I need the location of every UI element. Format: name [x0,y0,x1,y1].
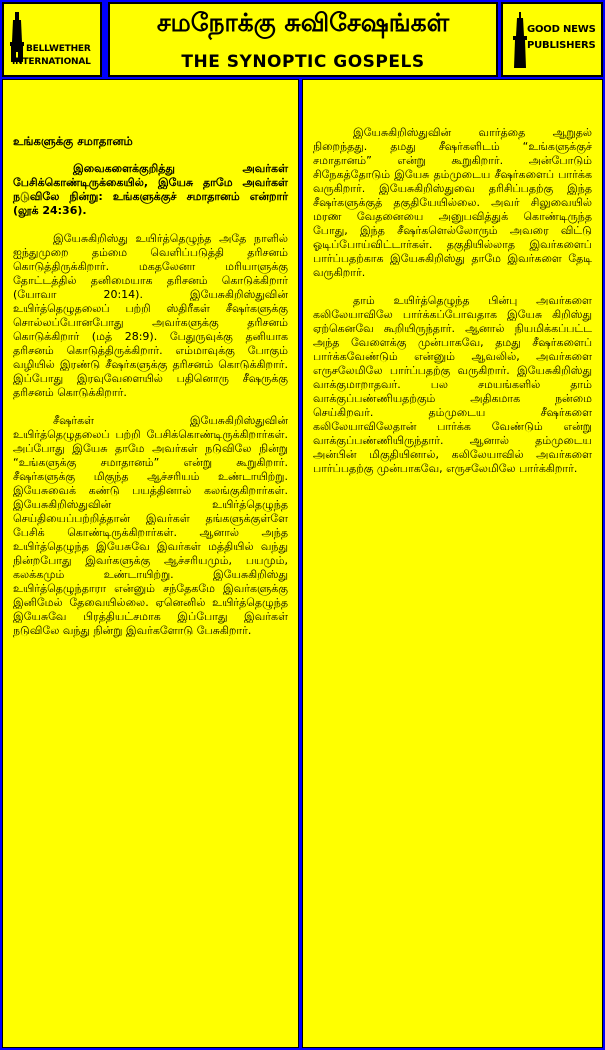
left-column [2,79,299,1048]
article-heading: உங்களுக்கு சமாதானம் [13,134,133,148]
paragraph: சீஷர்கள் இயேசுகிறிஸ்துவின் உயிர்த்தெழுதலைப் பற்றி பேசிக்கொண்டிருக்கிறார்கள். அப்போது இயேசு தாமே அவர்கள் நடுவிலே நின்று “உங்களுக்கு சமாதானம்” என்று கூறுகிறார். சீஷர்களுக்கு மிகுந்த ஆச்சரியம் உண்டாயிற்று. இயேசுவைக் கண்டு பயத்தினால் கலங்குகிறார்கள். இயேசுகிறிஸ்துவின் உயிர்த்தெழுந்த செய்தியைப்பற்றித்தான் இவர்கள் தங்களுக்குள்ளே பேசிக் கொண்டிருக்கிறார்கள். ஆனால் அந்த உயிர்த்தெழுந்த இயேசுவே இவர்கள் மத்தியில் வந்து நின்றபோது இவர்களுக்கு ஆச்சரியமும், பயமும், கலக்கமும் உண்டாயிற்று. இயேசுகிறிஸ்து உயிர்த்தெழுந்தாரா என்னும் சந்தேகமே இவர்களுக்கு இனிமேல் தேவையில்லை. ஏனெனில் உயிர்த்தெழுந்த இயேசுவே பிரத்தியட்சமாக இப்போது இவர்கள் நடுவிலே வந்து நின்று இவர்களோடு பேசுகிறார். [13,414,288,637]
paragraph: தாம் உயிர்த்தெழுந்த பின்பு அவர்களை கலிலேயாவிலே பார்க்கப்போவதாக இயேசு கிறிஸ்து ஏற்கெனவே கூறியிருந்தார். ஆனால் நியமிக்கப்பட்ட அந்த வேளைக்கு முன்பாகவே, தமது சீஷர்களைப் பார்க்கவேண்டும் என்னும் ஆவலில், அவர்களை எருசலேமிலே பார்ப்பதற்கு வருகிறார். இயேசுகிறிஸ்து வாக்குமாறாதவர். பல சமயங்களில் தாம் வாக்குப்பண்ணியதற்கும் அதிகமாக நன்மை செய்கிறவர். தம்முடைய சீஷர்களை கலிலேயாவிலேதான் பார்க்க வேண்டும் என்று வாக்குப்பண்ணியிருந்தார். ஆனால் தம்முடைய அன்பின் மிகுதியினால், கலிலேயாவில் அவர்களை பார்ப்பதற்கு முன்பாகவே, எருசலேமிலே பார்க்கிறார். [313,294,592,475]
logo-line-1: GOOD NEWS [527,24,596,35]
paragraph: இயேசுகிறிஸ்து உயிர்த்தெழுந்த அதே நாளில் ஐந்துமுறை தம்மை வெளிப்படுத்தி தரிசனம் கொடுத்திருக்கிறார். மகதலேனா மரியாளுக்கு தோட்டத்தில் தனிமையாக தரிசனம் கொடுக்கிறார் (யோவா 20:14). இயேசுகிறிஸ்துவின் உயிர்த்தெழுதலைப் பற்றி ஸ்திரீகள் சீஷர்களுக்கு சொல்லப்போனபோது அவர்களுக்கு தரிசனம் கொடுக்கிறார் (மத் 28:9). பேதுருவுக்கு தனியாக தரிசனம் கொடுத்திருக்கிறார். எம்மாவுக்கு போகும் வழியில் இரண்டு சீஷர்களுக்கு தரிசனம் கொடுக்கிறார். இப்போது இரவுவேளையில் பதினொரு சீஷருக்கு தரிசனம் கொடுக்கிறார். [13,232,288,399]
header [0,0,605,79]
page-title-english: THE SYNOPTIC GOSPELS [181,52,425,72]
left-column-content [13,134,288,652]
right-column [302,79,603,1048]
tower-icon [513,12,527,68]
title-box [108,2,498,77]
logo-line-2: PUBLISHERS [527,40,596,51]
bellwether-logo [2,2,102,77]
right-column-content [313,126,592,490]
logo-line-1: BELLWETHER [26,44,91,54]
paragraph: இயேசுகிறிஸ்துவின் வார்த்தை ஆறுதல் நிறைந்தது. தமது சீஷர்களிடம் “உங்களுக்குச் சமாதானம்” என்று கூறுகிறார். அன்போடும் சிநேகத்தோடும் இயேசு தம்முடைய சீஷர்களைப் பார்க்க வருகிறார். இயேசுகிறிஸ்துவை தரிசிப்பதற்கு இந்த சீஷர்களுக்குத் தகுதியேயில்லை. அவர் சிலுவையில் மரண வேதனையை அனுபவித்துக் கொண்டிருந்த போது, இந்த சீஷர்களெல்லோரும் அவரை விட்டு ஓடிப்போய்விட்டார்கள். தகுதியில்லாத இவர்களைப் பார்ப்பதற்காக இயேசுகிறிஸ்து தாமே இவர்களை தேடி வருகிறார். [313,126,592,279]
bell-tower-icon [10,12,24,62]
logo-line-2: INTERNATIONAL [12,57,91,67]
page-title-tamil: சமநோக்கு சுவிசேஷங்கள் [156,8,450,37]
good-news-logo [501,2,603,77]
lead-verse: இவைகளைக்குறித்து அவர்கள் பேசிக்கொண்டிருக்கையில், இயேசு தாமே அவர்கள் நடுவிலே நின்று: உங்களுக்குச் சமாதானம் என்றார் (லூக் 24:36). [13,162,288,217]
